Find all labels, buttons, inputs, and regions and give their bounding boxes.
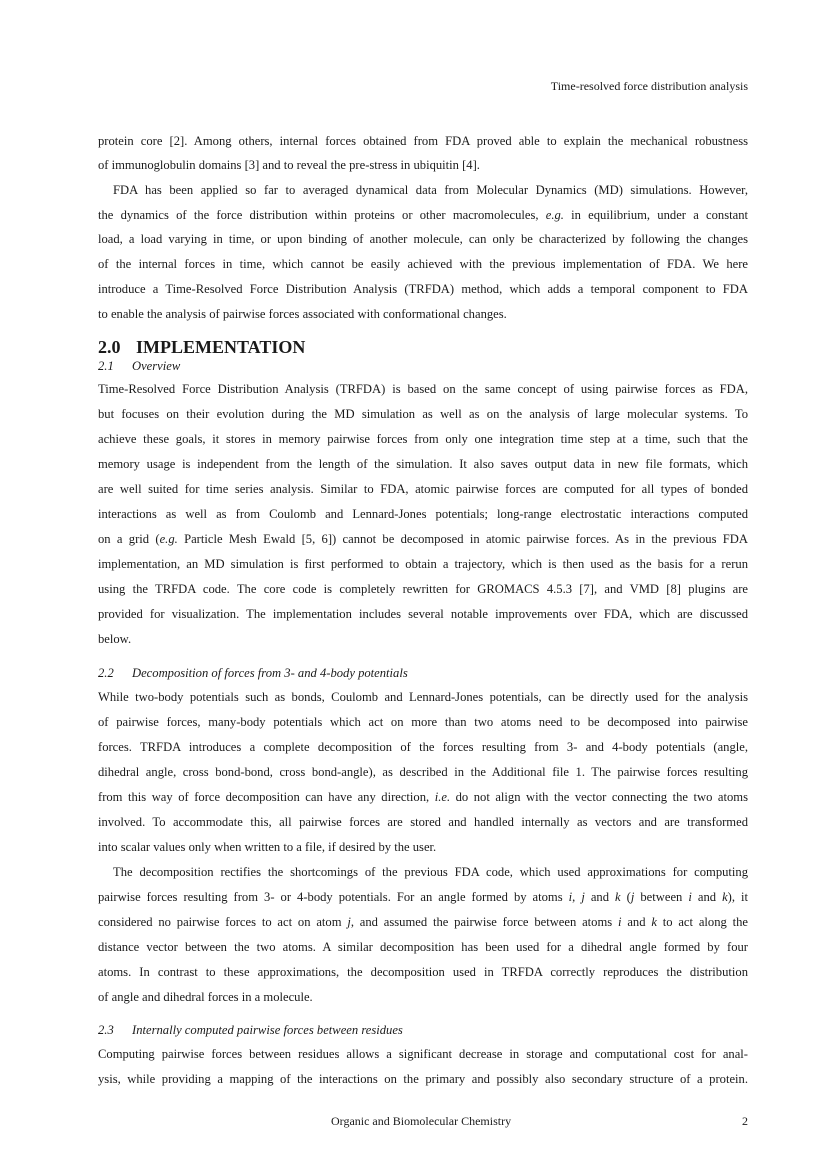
text-line: pairwise forces resulting from 3- or 4-body potentials. For an angle formed by atoms i, j and k (j between i and k), it bbox=[98, 890, 749, 904]
footer-journal-name: Organic and Biomolecular Chemistry bbox=[331, 1114, 512, 1128]
text-line: on a grid (e.g. Particle Mesh Ewald [5, 6]) cannot be decomposed in atomic pairwise forces. As in the previous FDA bbox=[98, 532, 748, 546]
section-heading: 2.0 IMPLEMENTATION bbox=[98, 337, 306, 357]
text-line: Time-Resolved Force Distribution Analysis (TRFDA) is based on the same concept of using pairwise forces as FDA, bbox=[98, 382, 748, 396]
text-line: of the internal forces in time, which cannot be easily achieved with the previous implementation of FDA. We here bbox=[98, 257, 748, 271]
text-line: introduce a Time-Resolved Force Distribution Analysis (TRFDA) method, which adds a temporal component to FDA bbox=[98, 282, 748, 296]
subsection-heading: 2.2 Decomposition of forces from 3- and 4-body potentials bbox=[98, 666, 408, 680]
text-line: Computing pairwise forces between residues allows a significant decrease in storage and computational cost for anal- bbox=[98, 1047, 748, 1061]
text-line: protein core [2]. Among others, internal forces obtained from FDA proved able to explain the mechanical robustness bbox=[98, 134, 748, 148]
text-line: load, a load varying in time, or upon binding of another molecule, can only be characterized by following the changes bbox=[98, 232, 748, 246]
text-line: memory usage is independent from the length of the simulation. It also saves output data in new file formats, which bbox=[98, 457, 748, 471]
text-line: considered no pairwise forces to act on atom j, and assumed the pairwise force between atoms i and k to act along the bbox=[98, 915, 748, 929]
text-line: into scalar values only when written to a file, if desired by the user. bbox=[98, 840, 437, 854]
subsection-heading: 2.3 Internally computed pairwise forces between residues bbox=[98, 1023, 403, 1037]
subsection-heading: 2.1 Overview bbox=[98, 359, 181, 373]
text-line: the dynamics of the force distribution within proteins or other macromolecules, e.g. in equilibrium, under a constant bbox=[98, 208, 748, 222]
text-line: of immunoglobulin domains [3] and to reveal the pre-stress in ubiquitin [4]. bbox=[98, 158, 480, 172]
text-line: involved. To accommodate this, all pairwise forces are stored and handled internally as vectors and are transformed bbox=[98, 815, 748, 829]
text-line: atoms. In contrast to these approximations, the decomposition used in TRFDA correctly reproduces the distribution bbox=[98, 965, 748, 979]
text-line: below. bbox=[98, 632, 132, 646]
text-line: achieve these goals, it stores in memory pairwise forces from only one integration time step at a time, such that the bbox=[98, 432, 748, 446]
text-line: are well suited for time series analysis. Similar to FDA, atomic pairwise forces are computed for all types of bonded bbox=[98, 482, 748, 496]
text-line: implementation, an MD simulation is first performed to obtain a trajectory, which is then used as the basis for a rerun bbox=[98, 557, 748, 571]
text-line: interactions as well as from Coulomb and Lennard-Jones potentials; long-range electrostatic interactions computed bbox=[98, 507, 748, 521]
text-line: distance vector between the two atoms. A similar decomposition has been used for a dihedral angle formed by four bbox=[98, 940, 748, 954]
text-line: of angle and dihedral forces in a molecule. bbox=[98, 990, 313, 1004]
text-line: dihedral angle, cross bond-bond, cross bond-angle), as described in the Additional file 1. The pairwise forces resulting bbox=[98, 765, 748, 779]
text-line: forces. TRFDA introduces a complete decomposition of the forces resulting from 3- and 4-body potentials (angle, bbox=[98, 740, 748, 754]
text-line: FDA has been applied so far to averaged dynamical data from Molecular Dynamics (MD) simulations. However, bbox=[113, 183, 748, 197]
text-line: While two-body potentials such as bonds, Coulomb and Lennard-Jones potentials, can be directly used for the analysis bbox=[98, 690, 748, 704]
text-line: The decomposition rectifies the shortcomings of the previous FDA code, which used approximations for computing bbox=[113, 865, 748, 879]
text-line: provided for visualization. The implementation includes several notable improvements over FDA, which are discussed bbox=[98, 607, 748, 621]
text-line: of pairwise forces, many-body potentials which act on more than two atoms need to be decomposed into pairwise bbox=[98, 715, 748, 729]
text-line: ysis, while providing a mapping of the interactions on the primary and possibly also secondary structure of a protein. bbox=[98, 1072, 748, 1086]
text-line: from this way of force decomposition can have any direction, i.e. do not align with the vector connecting the two atoms bbox=[98, 790, 749, 804]
text-line: to enable the analysis of pairwise forces associated with conformational changes. bbox=[98, 307, 507, 321]
text-line: but focuses on their evolution during the MD simulation as well as on the analysis of large molecular systems. To bbox=[98, 407, 748, 421]
running-header-title: Time-resolved force distribution analysis bbox=[550, 79, 748, 93]
page-number: 2 bbox=[742, 1114, 748, 1128]
text-line: using the TRFDA code. The core code is completely rewritten for GROMACS 4.5.3 [7], and VMD [8] plugins are bbox=[98, 582, 748, 596]
